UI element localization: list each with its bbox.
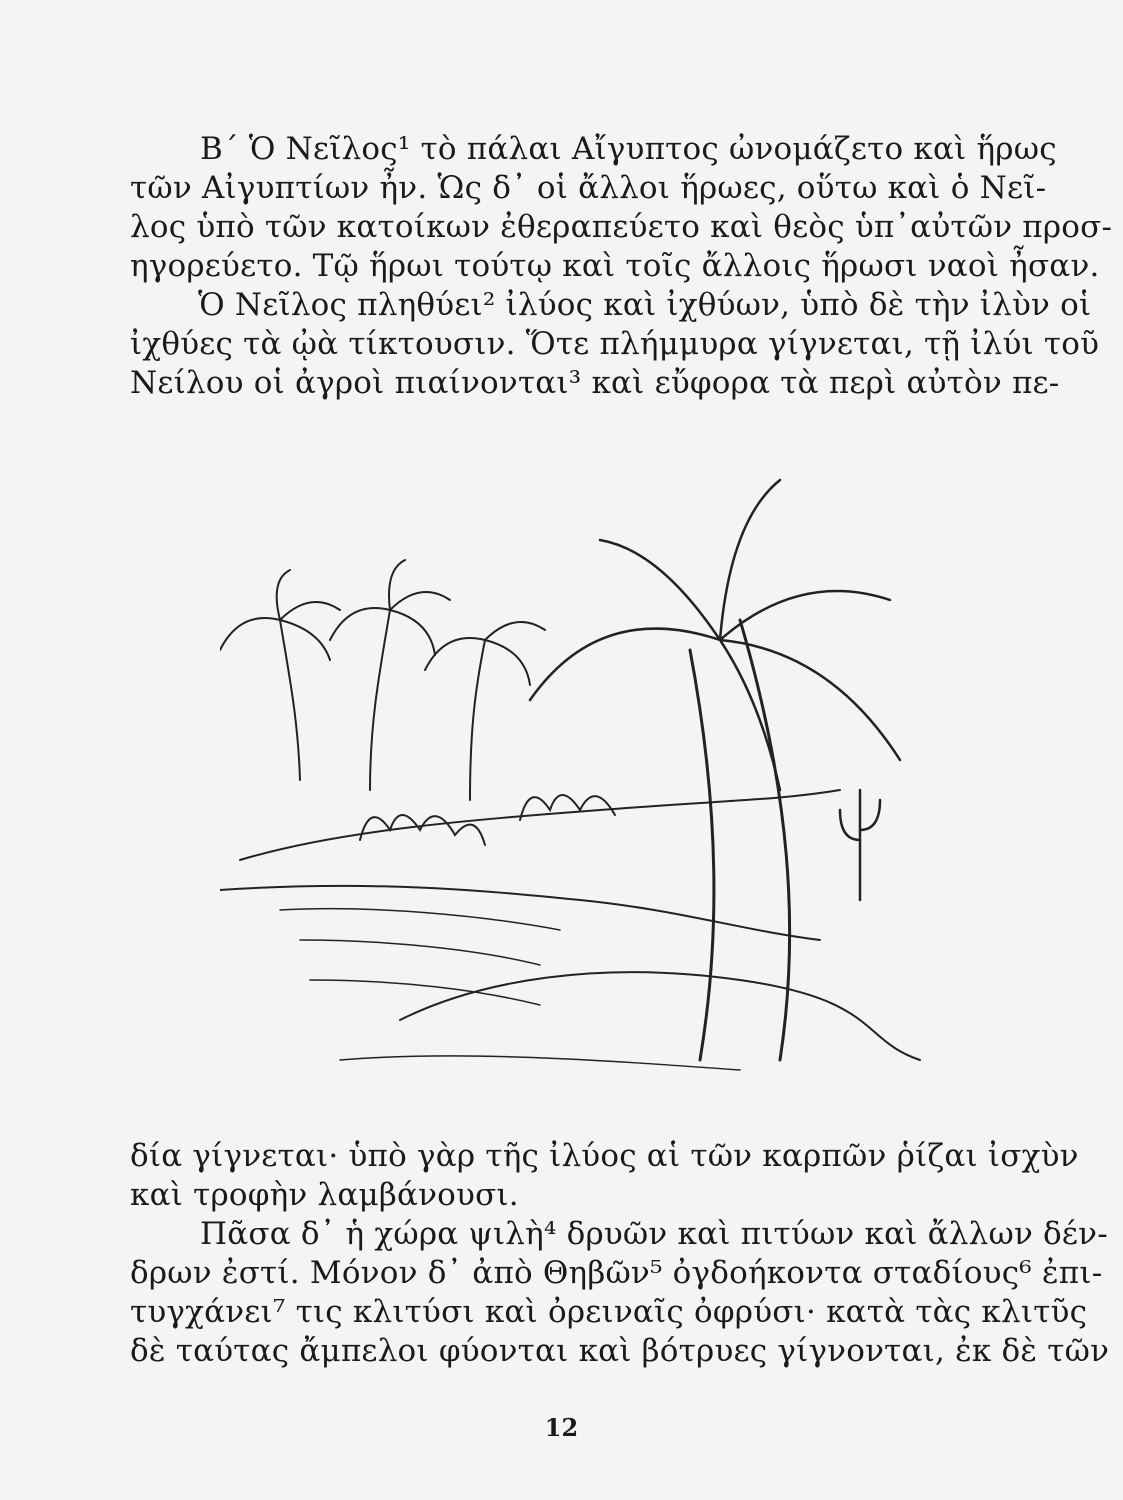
palm-oasis-illustration [220,460,940,1100]
text-line: Νείλου οἱ ἀγροὶ πιαίνονται³ καὶ εὔφορα τὰ περὶ αὐτὸν πε- [130,365,1060,401]
palm-frond [330,560,450,655]
palm-frond [425,622,545,685]
text-line: τυγχάνει⁷ τις κλιτύσι καὶ ὀρειναῖς ὀφρύσι· κατὰ τὰς κλιτῦς [130,1294,1088,1330]
palm-trunk [740,620,790,1060]
text-line: Πᾶσα δ᾽ ἡ χώρα ψιλὴ⁴ δρυῶν καὶ πιτύων καὶ ἄλλων δέν- [200,1216,1108,1252]
palm-frond [530,480,900,790]
cactus [840,790,880,900]
text-line: δὲ ταύτας ἄμπελοι φύονται καὶ βότρυες γίγνονται, ἐκ δὲ τῶν [130,1333,1110,1369]
text-line: ἰχθύες τὰ ᾠὰ τίκτουσιν. Ὅτε πλήμμυρα γίγνεται, τῇ ἰλύι τοῦ [130,326,1100,362]
text-line: τῶν Αἰγυπτίων ἦν. Ὡς δ᾽ οἱ ἄλλοι ἥρωες, οὕτω καὶ ὁ Νεῖ- [130,170,1047,206]
text-line: Β΄ Ὁ Νεῖλος¹ τὸ πάλαι Αἴγυπτος ὠνομάζετο καὶ ἥρως [200,131,1057,167]
palm-trunk [370,610,390,790]
palm-frond [220,570,340,660]
text-line: Ὁ Νεῖλος πληθύει² ἰλύος καὶ ἰχθύων, ὑπὸ δὲ τὴν ἰλὺν οἱ [198,287,1092,323]
shrub [360,815,485,845]
river-surface [280,909,560,930]
lower-text [130,1137,1110,1371]
text-line: ηγορεύετο. Τῷ ἥρωι τούτῳ καὶ τοῖς ἄλλοις ἥρωσι ναοὶ ἦσαν. [130,248,1100,284]
river-surface [300,940,540,965]
palm-trunk [690,650,714,1060]
palm-trunk [280,620,300,780]
text-line: δία γίγνεται· ὑπὸ γὰρ τῆς ἰλύος αἱ τῶν καρπῶν ῥίζαι ἰσχὺν [130,1138,1079,1174]
bank-foreground [340,1056,740,1070]
river-bank [240,790,840,860]
text-line: καὶ τροφὴν λαμβάνουσι. [130,1177,519,1213]
text-line: λος ὑπὸ τῶν κατοίκων ἐθεραπεύετο καὶ θεὸς ὑπ᾽αὐτῶν προσ- [130,209,1113,245]
palm-trunk [470,640,485,800]
page-number: 12 [544,1413,579,1442]
text-line: δρων ἐστί. Μόνον δ᾽ ἀπὸ Θηβῶν⁵ ὀγδοήκοντα σταδίους⁶ ἐπι- [130,1255,1103,1291]
bank-foreground [400,972,920,1060]
upper-text [130,130,1113,403]
river-bank [220,886,820,940]
